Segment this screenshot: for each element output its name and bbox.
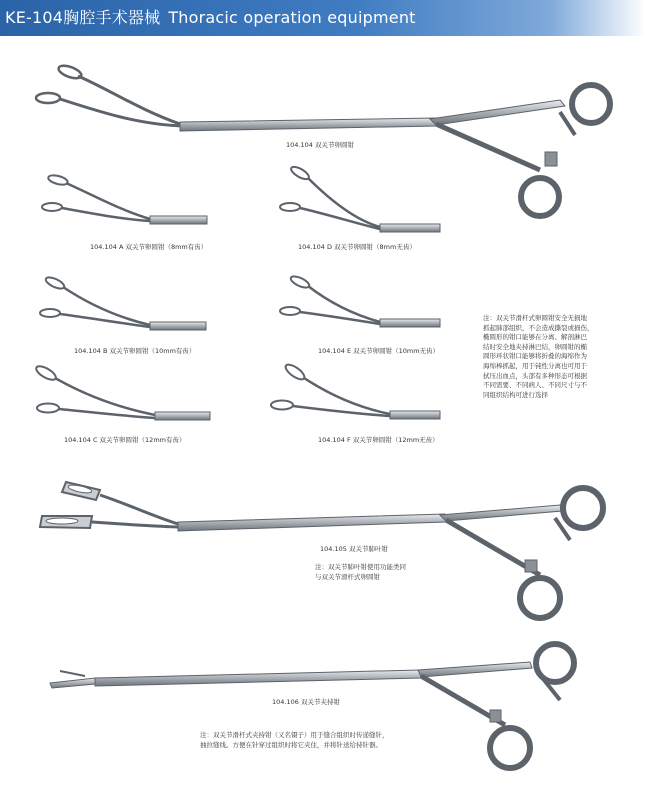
note-ring-forceps: 注：双关节滑杆式卵圆钳安全无损地 抓起肺部组织，不会造成撕裂或损伤， 椭圆形的钳口能够在分离、解剖淋巴 结时安全地夹持淋巴结，卵圆钳的椭 圆形环状钳口能够将折叠的海绵作为 海绵棒抓起，用于钝性分离也可用于 拭压出血点，头部有多种形态可根据 不同需要、不同病人、不同尺寸与不 同组织结构可进行选择 xyxy=(483,314,594,399)
forceps-tip-icon xyxy=(280,274,440,327)
product-code: KE-104胸腔手术器械 xyxy=(5,8,161,27)
caption-tip-a: 104.104 A 双关节卵圆钳（8mm有齿） xyxy=(90,243,208,251)
caption-tip-c: 104.104 C 双关节卵圆钳（12mm有齿） xyxy=(64,436,186,444)
caption-tip-e: 104.104 E 双关节卵圆钳（10mm无齿） xyxy=(318,347,440,355)
caption-tip-b: 104.104 B 双关节卵圆钳（10mm有齿） xyxy=(74,347,196,355)
caption-tip-f: 104.104 F 双关节卵圆钳（12mm无齿） xyxy=(318,436,439,444)
forceps-tip-icon xyxy=(280,165,440,232)
caption-needle-holder: 104.106 双关节夹持钳 xyxy=(272,698,340,706)
note-needle-holder: 注：双关节滑杆式夹持钳（又名镊子）用于缝合组织时传递缝针， 抽拉缝线。方便在针穿过组织时将它夹住，并将针送给持针器。 xyxy=(200,731,389,749)
forceps-tip-icon xyxy=(40,275,206,330)
english-title: Thoracic operation equipment xyxy=(168,8,416,27)
caption-tip-d: 104.104 D 双关节卵圆钳（8mm无齿） xyxy=(298,243,416,251)
forceps-tip-icon xyxy=(271,362,440,419)
forceps-tip-icon xyxy=(34,364,210,420)
forceps-tip-icon xyxy=(42,174,207,224)
note-lung-forceps: 注：双关节肺叶钳使用功能类同 与双关节滑杆式卵圆钳 xyxy=(315,563,406,581)
caption-lung-forceps: 104.105 双关节肺叶钳 xyxy=(320,545,388,553)
caption-ring-forceps: 104.104 双关节卵圆钳 xyxy=(286,141,354,149)
